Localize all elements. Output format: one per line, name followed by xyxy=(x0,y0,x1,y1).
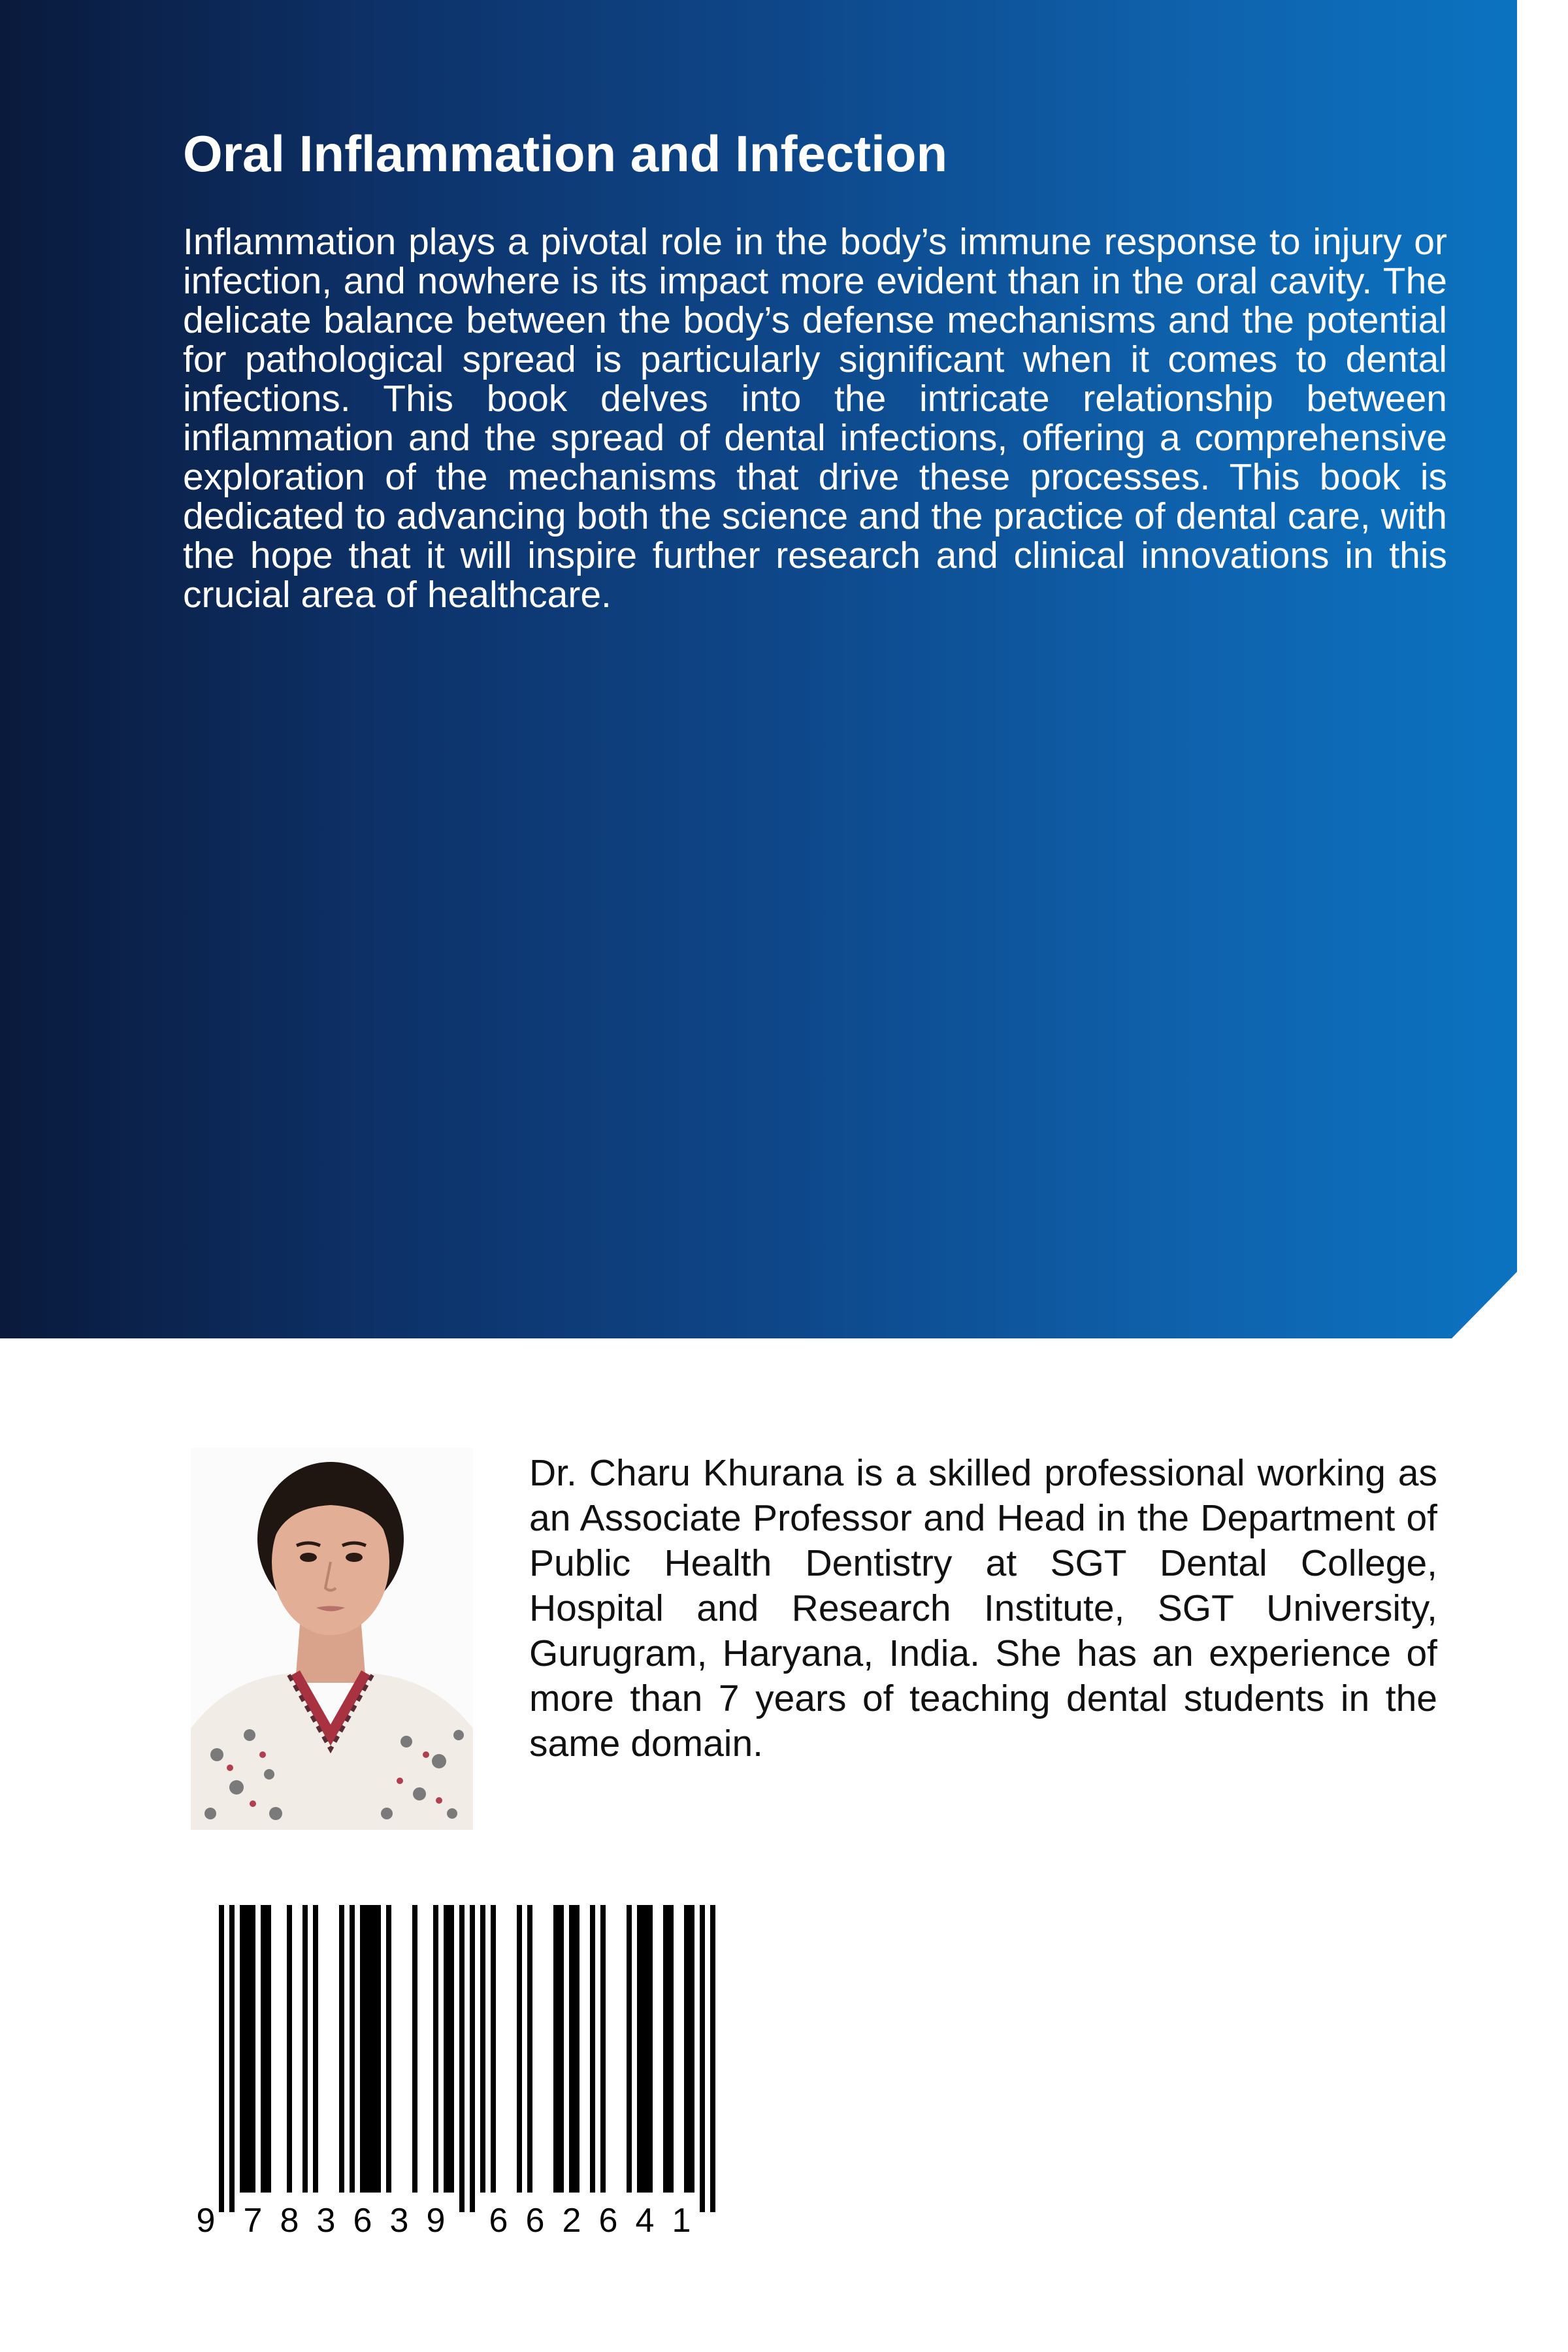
barcode-bar xyxy=(710,1905,715,2212)
barcode-bar xyxy=(470,1905,475,2212)
barcode-bar xyxy=(637,1905,642,2193)
barcode-digit: 6 xyxy=(525,2202,545,2238)
barcode-digits xyxy=(197,2202,691,2238)
barcode-bar xyxy=(684,1905,689,2193)
barcode-bar xyxy=(245,1905,250,2193)
barcode-bar xyxy=(553,1905,559,2193)
author-photo xyxy=(191,1448,473,1830)
barcode-digit: 7 xyxy=(243,2202,263,2238)
barcode-bar xyxy=(360,1905,365,2193)
barcode-bar xyxy=(350,1905,355,2193)
barcode-bar xyxy=(449,1905,454,2193)
book-title: Oral Inflammation and Infection xyxy=(183,125,948,182)
barcode-bar xyxy=(433,1905,438,2193)
author-bio: Dr. Charu Khurana is a skilled professional working as an Associate Professor and Head in the Department of Public Health Dentistry at SGT Dental College, Hospital and Research Institute, SGT University, Gurugram, Haryana, India. She has an experience of more than 7 years of teaching dental students in the same domain. xyxy=(529,1452,1437,1764)
barcode-bar xyxy=(240,1905,245,2193)
barcode-bar xyxy=(668,1905,674,2193)
barcode-bar xyxy=(339,1905,344,2193)
barcode-digit: 2 xyxy=(562,2202,581,2238)
barcode-bar xyxy=(527,1905,532,2193)
barcode-bar xyxy=(229,1905,235,2212)
barcode-digit: 8 xyxy=(280,2202,299,2238)
barcode-bar xyxy=(370,1905,376,2193)
barcode-digit: 4 xyxy=(635,2202,655,2238)
barcode-bar xyxy=(302,1905,308,2193)
barcode-digit: 3 xyxy=(316,2202,336,2238)
barcode-bar xyxy=(261,1905,266,2193)
barcode-bar xyxy=(376,1905,381,2193)
barcode-bar xyxy=(219,1905,224,2212)
barcode-bar xyxy=(365,1905,370,2193)
barcode-bars xyxy=(219,1905,715,2212)
barcode-bar xyxy=(559,1905,564,2193)
barcode-bar xyxy=(412,1905,417,2193)
barcode-bar xyxy=(647,1905,653,2193)
barcode-bar xyxy=(663,1905,668,2193)
barcode-bar xyxy=(386,1905,391,2193)
barcode-bar xyxy=(700,1905,705,2212)
barcode-digit: 6 xyxy=(489,2202,508,2238)
barcode-bar xyxy=(569,1905,574,2193)
barcode-bar xyxy=(313,1905,318,2193)
barcode-digit: 6 xyxy=(353,2202,372,2238)
barcode-digit: 9 xyxy=(196,2202,216,2238)
barcode-bar xyxy=(642,1905,647,2193)
barcode-bar xyxy=(491,1905,496,2193)
barcode-bar xyxy=(459,1905,465,2212)
barcode-digit: 9 xyxy=(426,2202,446,2238)
barcode-digit: 1 xyxy=(672,2202,691,2238)
isbn-barcode xyxy=(193,1905,748,2238)
barcode-bar xyxy=(627,1905,632,2193)
book-description: Inflammation plays a pivotal role in the body’s immune response to injury or infection, and nowhere is its impact more evident than in the oral cavity. The delicate balance between the body’s defense mechanisms and the potential for pathological spread is particularly significant when it comes to dental infections. This book delves into the intricate relationship between inflammation and the spread of dental infections, offering a comprehensive exploration of the mechanisms that drive these processes. This book is dedicated to advancing both the science and the practice of dental care, with the hope that it will inspire further research and clinical innovations in this crucial area of healthcare. xyxy=(183,221,1447,616)
barcode-bar xyxy=(444,1905,449,2193)
barcode-bar xyxy=(574,1905,580,2193)
barcode-digit: 3 xyxy=(389,2202,409,2238)
barcode-bar xyxy=(517,1905,522,2193)
barcode-digit: 6 xyxy=(598,2202,618,2238)
barcode-bar xyxy=(689,1905,694,2193)
barcode-bar xyxy=(590,1905,595,2193)
barcode-bar xyxy=(266,1905,271,2193)
barcode-bar xyxy=(250,1905,255,2193)
barcode-bar xyxy=(480,1905,485,2193)
barcode-bar xyxy=(600,1905,606,2193)
barcode-bar xyxy=(287,1905,292,2193)
